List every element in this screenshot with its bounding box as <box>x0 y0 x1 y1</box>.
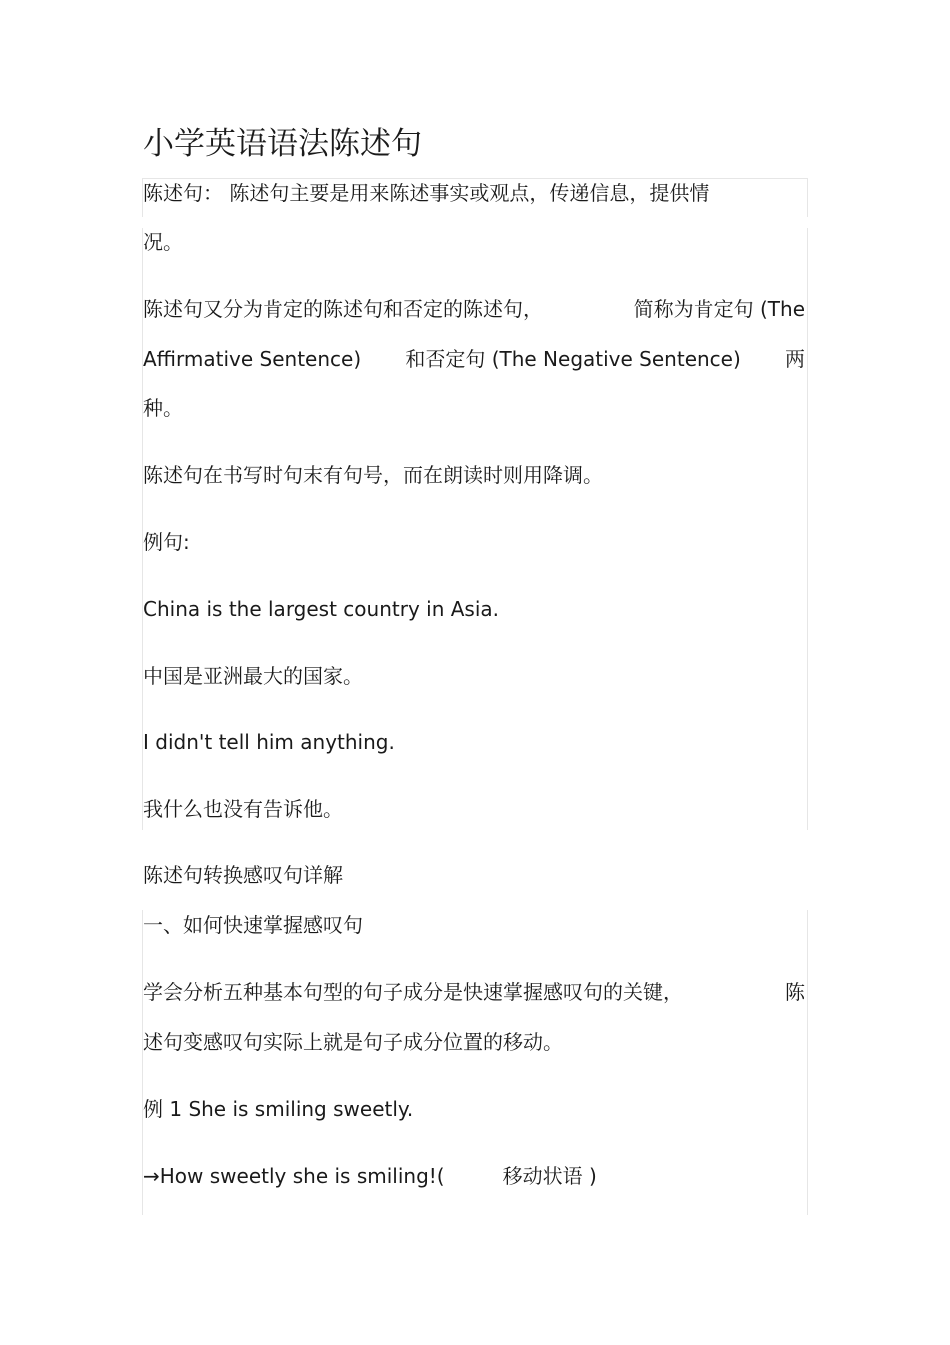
types-line-1-right: 简称为肯定句 (The <box>633 297 805 321</box>
example1-result-text: →How sweetly she is smiling!( <box>143 1164 445 1188</box>
page-title: 小学英语语法陈述句 <box>143 126 422 162</box>
punctuation-line: 陈述句在书写时句末有句号，而在朗读时则用降调。 <box>143 463 603 487</box>
types-line-2-left: Affirmative Sentence) <box>143 347 362 371</box>
example-sentence-2: I didn't tell him anything. <box>143 730 395 754</box>
section-title: 陈述句转换感叹句详解 <box>143 863 343 887</box>
example1-result <box>143 1163 597 1189</box>
intro-line-1: 陈述句： 陈述句主要是用来陈述事实或观点，传递信息，提供情 <box>143 181 710 205</box>
method-line-1-left: 学会分析五种基本句型的句子成分是快速掌握感叹句的关键， <box>143 980 683 1004</box>
types-line-2 <box>143 346 805 372</box>
example-translation-1: 中国是亚洲最大的国家。 <box>143 664 363 688</box>
subsection-title: 一、如何快速掌握感叹句 <box>143 913 363 937</box>
types-line-2-mid: 和否定句 (The Negative Sentence) <box>405 347 741 371</box>
types-line-1 <box>143 296 805 322</box>
types-line-1-left: 陈述句又分为肯定的陈述句和否定的陈述句， <box>143 297 543 321</box>
example-translation-2: 我什么也没有告诉他。 <box>143 797 343 821</box>
method-line-2: 述句变感叹句实际上就是句子成分位置的移动。 <box>143 1030 563 1054</box>
types-line-3: 种。 <box>143 396 183 420</box>
example1-note: 移动状语 ) <box>502 1164 597 1188</box>
example1-label: 例 1 She is smiling sweetly. <box>143 1097 414 1121</box>
types-line-2-right: 两 <box>785 347 805 371</box>
method-line-1 <box>143 979 805 1005</box>
method-line-1-right: 陈 <box>785 980 805 1004</box>
example-sentence-1: China is the largest country in Asia. <box>143 597 500 621</box>
examples-label: 例句: <box>143 530 190 554</box>
intro-line-2: 况。 <box>143 230 183 254</box>
